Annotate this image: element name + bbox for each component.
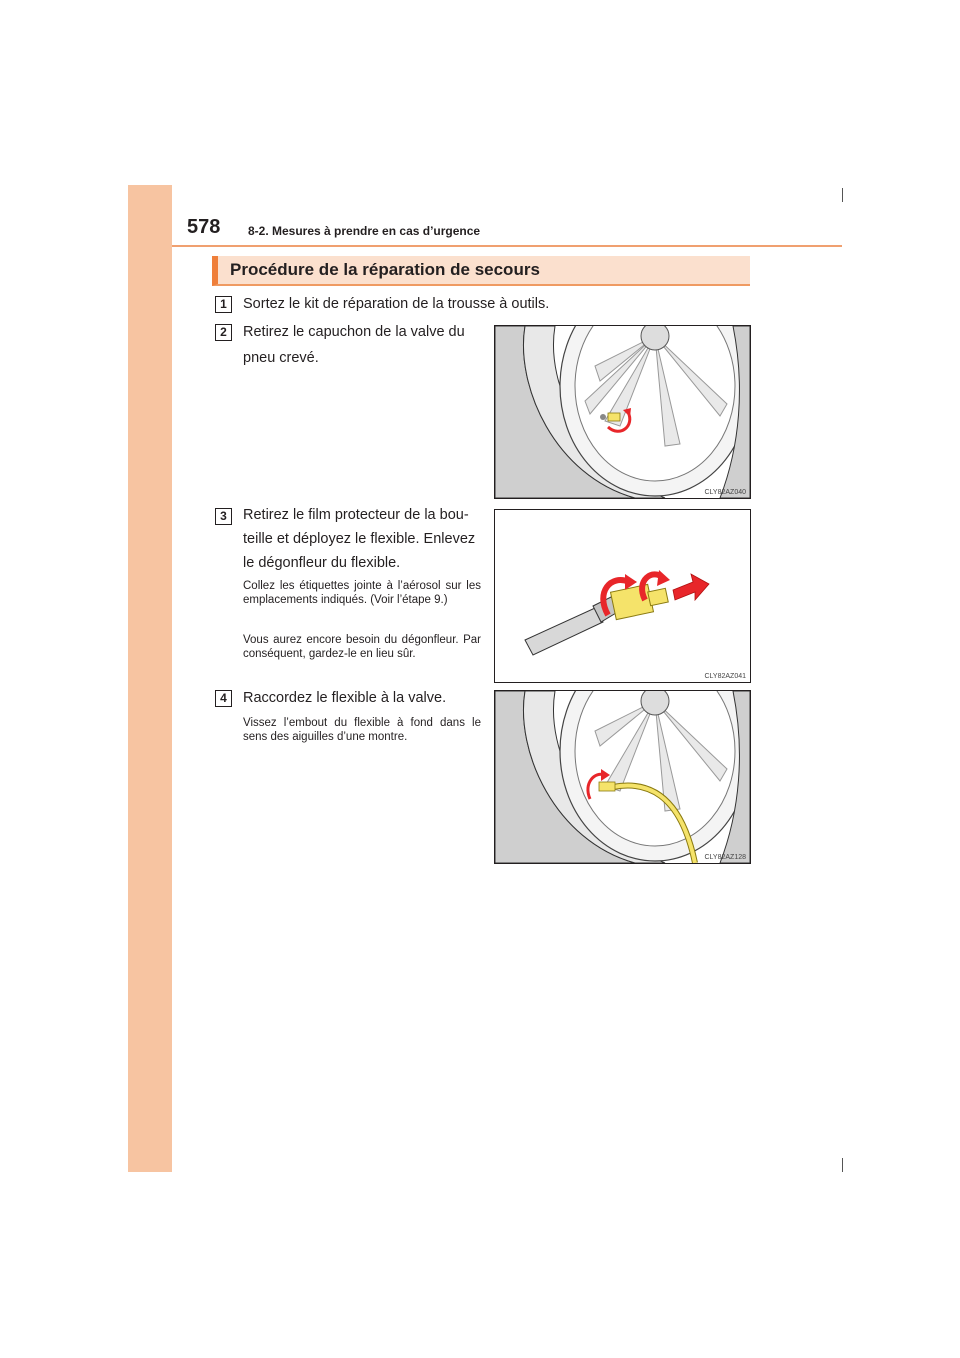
- step-4-note: Vissez l’embout du flexible à fond dans le sens des aiguilles d’une montre.: [243, 717, 481, 743]
- step-3-note-2: Vous aurez encore besoin du dégonfleur. Par conséquent, gardez-le en lieu sûr.: [243, 634, 481, 660]
- figure-hose-deflator: [494, 509, 751, 683]
- step-number-1: 1: [215, 296, 232, 313]
- section-header: 8-2. Mesures à prendre en cas d’urgence: [248, 224, 481, 238]
- figure-tire-valve-cap: [494, 325, 751, 499]
- step-2-text-line1: Retirez le capuchon de la valve du: [243, 324, 465, 340]
- procedure-title: Procédure de la réparation de secours: [230, 260, 540, 279]
- figure-hose-to-valve: [494, 690, 751, 864]
- crop-mark-bottom: [842, 1158, 843, 1172]
- step-1-text: Sortez le kit de réparation de la trousse à outils.: [243, 296, 550, 312]
- page-number: 578: [187, 216, 221, 238]
- step-3-text-line1: Retirez le film protecteur de la bou-: [243, 507, 469, 523]
- step-3-note-1: Collez les étiquettes jointe à l’aérosol sur les emplacements indiqués. (Voir l’étape 9.): [243, 580, 481, 606]
- procedure-title-band: [212, 256, 750, 286]
- step-3-text-line3: le dégonfleur du flexible.: [243, 555, 401, 571]
- tire-valve-cap-illustration: [495, 326, 750, 498]
- step-4-text: Raccordez le flexible à la valve.: [243, 690, 447, 706]
- hose-to-valve-illustration: [495, 691, 750, 863]
- figure-code-128: CLY82AZ128: [704, 854, 746, 861]
- step-number-3: 3: [215, 508, 232, 525]
- figure-code-040: CLY82AZ040: [704, 489, 746, 496]
- figure-code-041: CLY82AZ041: [704, 673, 746, 680]
- crop-mark-top: [842, 188, 843, 202]
- header-divider: [172, 245, 842, 247]
- step-number-2: 2: [215, 324, 232, 341]
- hose-deflator-illustration: [495, 510, 750, 682]
- step-2-text-line2: pneu crevé.: [243, 350, 319, 366]
- chapter-tab-sidebar: [128, 185, 172, 1172]
- step-number-4: 4: [215, 690, 232, 707]
- step-3-text-line2: teille et déployez le flexible. Enlevez: [243, 531, 476, 547]
